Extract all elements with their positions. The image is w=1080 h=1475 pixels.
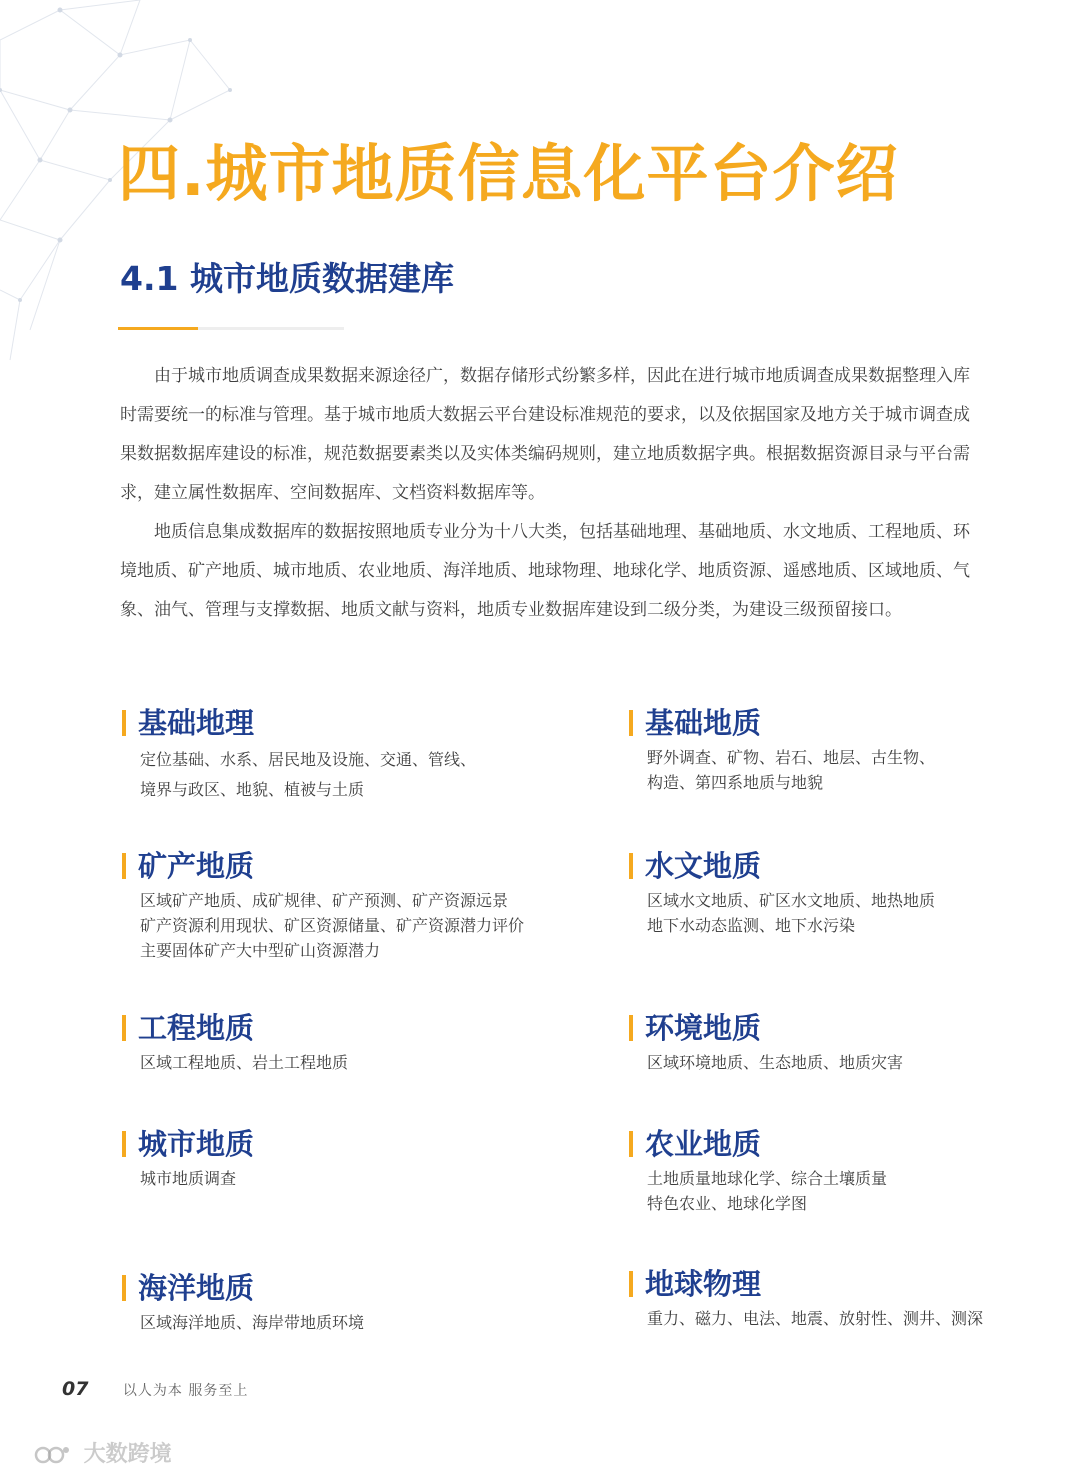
watermark xyxy=(34,1437,172,1468)
category-line: 区域海洋地质、海岸带地质环境 xyxy=(140,1313,365,1332)
category-heading xyxy=(120,1270,364,1306)
category-title: 城市地质 xyxy=(138,1127,255,1161)
category-line: 主要固体矿产大中型矿山资源潜力 xyxy=(140,941,381,960)
category-items xyxy=(120,1310,364,1335)
category-line: 区域水文地质、矿区水文地质、地热地质 xyxy=(647,891,936,910)
category-heading xyxy=(627,1266,983,1302)
intro-text xyxy=(120,357,970,630)
category-marine-geology xyxy=(120,1270,364,1335)
category-basic-geology xyxy=(627,705,935,795)
heading-accent-bar xyxy=(122,1131,126,1157)
category-items xyxy=(627,1306,983,1331)
watermark-logo-icon xyxy=(34,1442,72,1468)
category-heading xyxy=(627,705,935,741)
category-heading xyxy=(627,848,935,884)
category-items xyxy=(120,1050,348,1075)
category-line: 定位基础、水系、居民地及设施、交通、管线、 xyxy=(140,750,477,769)
category-line: 区域矿产地质、成矿规律、矿产预测、矿产资源远景 xyxy=(140,891,509,910)
heading-accent-bar xyxy=(122,710,126,736)
category-title: 水文地质 xyxy=(645,849,762,883)
intro-paragraph: 由于城市地质调查成果数据来源途径广，数据存储形式纷繁多样，因此在进行城市地质调查成果数据整理入库时需要统一的标准与管理。基于城市地质大数据云平台建设标准规范的要求，以及依据国家及地方关于城市调查成果数据数据库建设的标准，规范数据要素类以及实体类编码规则，建立地质数据字典。根据数据资源目录与平台需求，建立属性数据库、空间数据库、文档资料数据库等。 xyxy=(120,366,970,503)
heading-accent-bar xyxy=(122,1275,126,1301)
category-line: 土地质量地球化学、综合土壤质量 xyxy=(647,1169,888,1188)
category-heading xyxy=(120,848,524,884)
heading-accent-bar xyxy=(629,1131,633,1157)
watermark-text: 大数跨境 xyxy=(83,1442,172,1467)
category-items xyxy=(627,745,935,795)
category-items xyxy=(120,1166,254,1191)
category-line: 城市地质调查 xyxy=(140,1169,237,1188)
heading-accent-bar xyxy=(629,1015,633,1041)
heading-accent-bar xyxy=(629,853,633,879)
category-line: 构造、第四系地质与地貌 xyxy=(647,773,824,792)
category-line: 境界与政区、地貌、植被与土质 xyxy=(140,780,365,799)
category-geophysics xyxy=(627,1266,983,1331)
intro-paragraph: 地质信息集成数据库的数据按照地质专业分为十八大类，包括基础地理、基础地质、水文地质、工程地质、环境地质、矿产地质、城市地质、农业地质、海洋地质、地球物理、地球化学、地质资源、遥感地质、区域地质、气象、油气、管理与支撑数据、地质文献与资料，地质专业数据库建设到二级分类，为建设三级预留接口。 xyxy=(120,522,970,620)
category-engineering-geology xyxy=(120,1010,348,1075)
category-line: 特色农业、地球化学图 xyxy=(647,1194,808,1213)
category-items xyxy=(120,745,476,805)
heading-accent-bar xyxy=(629,710,633,736)
category-title: 基础地理 xyxy=(138,706,255,740)
heading-accent-bar xyxy=(122,853,126,879)
section-title-underline xyxy=(118,327,344,330)
category-line: 区域工程地质、岩土工程地质 xyxy=(140,1053,349,1072)
category-items xyxy=(627,888,935,938)
category-items xyxy=(627,1166,887,1216)
heading-accent-bar xyxy=(629,1271,633,1297)
category-title: 海洋地质 xyxy=(138,1271,255,1305)
chapter-title: 四.城市地质信息化平台介绍 xyxy=(118,137,899,210)
category-line: 区域环境地质、生态地质、地质灾害 xyxy=(647,1053,904,1072)
category-heading xyxy=(120,705,476,741)
heading-accent-bar xyxy=(122,1015,126,1041)
category-title: 矿产地质 xyxy=(138,849,255,883)
category-environmental-geology xyxy=(627,1010,903,1075)
category-line: 野外调查、矿物、岩石、地层、古生物、 xyxy=(647,748,936,767)
category-heading xyxy=(627,1010,903,1046)
category-items xyxy=(120,888,524,963)
category-title: 环境地质 xyxy=(645,1011,762,1045)
page-number: 07 xyxy=(62,1378,89,1400)
category-line: 地下水动态监测、地下水污染 xyxy=(647,916,856,935)
category-title: 基础地质 xyxy=(645,706,762,740)
category-basic-geography xyxy=(120,705,476,805)
category-mineral-geology xyxy=(120,848,524,963)
category-urban-geology xyxy=(120,1126,254,1191)
category-title: 农业地质 xyxy=(645,1127,762,1161)
category-heading xyxy=(120,1126,254,1162)
underline-accent xyxy=(118,327,198,330)
footer-slogan: 以人为本 服务至上 xyxy=(122,1383,249,1399)
category-agricultural-geology xyxy=(627,1126,887,1216)
category-items xyxy=(627,1050,903,1075)
category-heading xyxy=(120,1010,348,1046)
category-title: 地球物理 xyxy=(645,1267,762,1301)
page-footer xyxy=(62,1378,248,1400)
category-hydrogeology xyxy=(627,848,935,938)
section-title: 4.1 城市地质数据建库 xyxy=(120,259,454,298)
category-line: 矿产资源利用现状、矿区资源储量、矿产资源潜力评价 xyxy=(140,916,525,935)
category-line: 重力、磁力、电法、地震、放射性、测井、测深 xyxy=(647,1309,984,1328)
category-heading xyxy=(627,1126,887,1162)
category-title: 工程地质 xyxy=(138,1011,255,1045)
